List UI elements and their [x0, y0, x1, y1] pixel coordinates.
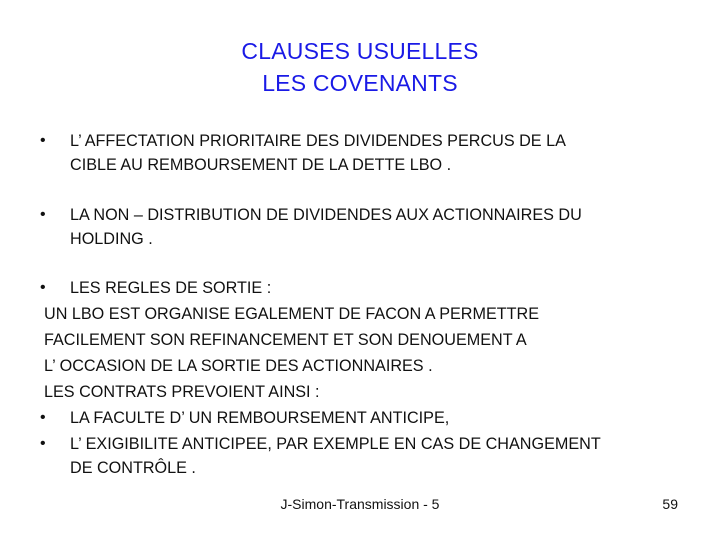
bullet-text-line-2: CIBLE AU REMBOURSEMENT DE LA DETTE LBO . [70, 156, 452, 174]
bullet-icon: • [40, 206, 46, 223]
sortie-text-line: FACILEMENT SON REFINANCEMENT ET SON DENOUEMENT A [44, 331, 527, 349]
footer-label: J-Simon-Transmission - 5 [280, 496, 440, 512]
bullet-text-line-2: HOLDING . [70, 230, 153, 248]
bullet-text-line-1: L’ AFFECTATION PRIORITAIRE DES DIVIDENDES PERCUS DE LA [70, 132, 566, 150]
sub-bullet-text-line-2: DE CONTRÔLE . [70, 459, 196, 477]
sub-bullet-faculte [40, 406, 690, 430]
bullet-icon: • [40, 279, 46, 296]
bullet-text-line-1: LA NON – DISTRIBUTION DE DIVIDENDES AUX ACTIONNAIRES DU [70, 206, 582, 224]
slide-title-line-1: CLAUSES USUELLES [241, 38, 479, 64]
sub-bullet-exigibilite [40, 432, 690, 480]
bullet-item-regles-de-sortie [40, 276, 690, 300]
bullet-icon: • [40, 132, 46, 149]
sortie-text-line: UN LBO EST ORGANISE EGALEMENT DE FACON A PERMETTRE [44, 305, 540, 323]
bullet-icon: • [40, 435, 46, 452]
bullet-icon: • [40, 409, 46, 426]
bullet-item-non-distribution [40, 203, 690, 251]
slide-title-line-2: LES COVENANTS [262, 70, 458, 96]
sortie-text-line: LES CONTRATS PREVOIENT AINSI : [44, 383, 320, 401]
bullet-item-affectation [40, 129, 690, 177]
page-number: 59 [662, 496, 678, 512]
sub-bullet-text-line-1: L’ EXIGIBILITE ANTICIPEE, PAR EXEMPLE EN CAS DE CHANGEMENT [70, 435, 601, 453]
sub-bullet-text-line-1: LA FACULTE D’ UN REMBOURSEMENT ANTICIPE, [70, 409, 450, 427]
sortie-text-line: L’ OCCASION DE LA SORTIE DES ACTIONNAIRES . [44, 357, 433, 375]
sortie-heading: LES REGLES DE SORTIE : [70, 279, 272, 297]
